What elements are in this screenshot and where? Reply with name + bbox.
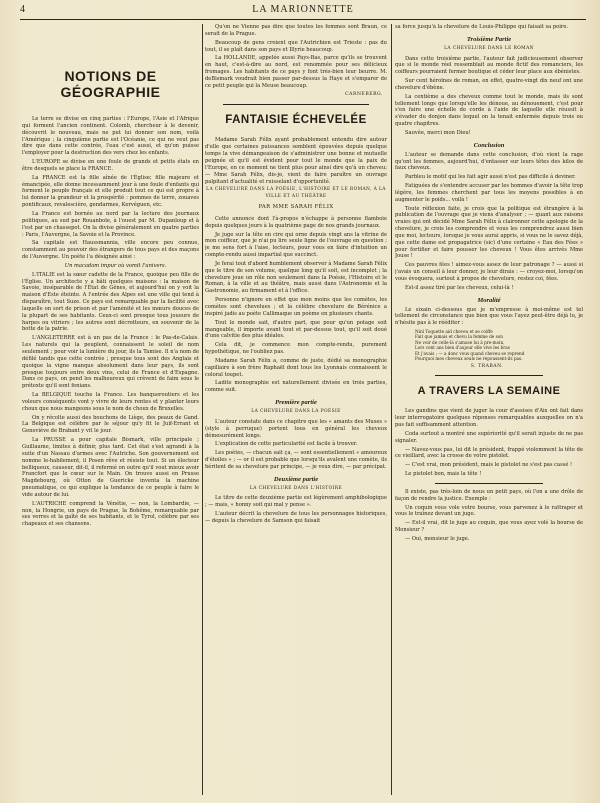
paragraph: Beaucoup de gens croient que l'Autrichien est Trieste : pas du tout, il se plaît dans son pays et Illyrie beaucoup.: [205, 39, 387, 53]
article-heading-fantaisie: FANTAISIE ÉCHEVELÉE: [225, 114, 367, 127]
paragraph: Madame Sarah Félix a, comme de juste, dédié sa monographie capillaire à son frère Raphaël dont tous les Lyonnais connaissent le coloral toupet.: [205, 357, 387, 378]
section-rule: [435, 375, 543, 376]
paragraph: Sauvée, merci mon Dieu!: [405, 129, 471, 136]
paragraph: On y récolte aussi des bouchons de Liège, des peaux de Gand. La Belgique est célèbre par le séjour qu'y fit le Juif-Errant et Geneviève de Brabant y vit le jour.: [22, 414, 199, 435]
paragraph: Coda surtout a montré une supériorité qu'il serait injuste de ne pas signaler.: [395, 430, 583, 444]
verse-line: Pourquoi mes cheveux seuls ne repoussent-ils pas.: [415, 356, 523, 362]
column-divider: [391, 24, 392, 795]
paragraph: Les poètes, — chacun sait ça, — sont essentiellement « amoureux d'étoiles » ; — or il est probable que lorsqu'ils avalent une comète, ils héritent de sa chevelure par principe, — je veux dire, — par précipat.: [205, 450, 387, 470]
paragraph: Sur cent héroïnes de roman, en effet, quatre-vingt dix neuf ont une chevelure d'ébène.: [395, 78, 583, 91]
signature-carneberg: CARNEBERG.: [345, 91, 383, 97]
paragraph: Parbleu le motif qui les fait agir aussi n'est pas difficile à deviner.: [405, 174, 576, 181]
paragraph: La FRANCE est la fille aînée de l'Église; fille majeure et émancipée, elle donne incessamment jour à une foule d'enfants qui forment le peuple français et elle produit tout ce qui est propre à lui donner la grandeur et la prospérité : pommes de terre, zouaves pontificaux, revalescière, gendarmes, Kervéguen, etc.: [22, 174, 199, 209]
quote: Un macadam impur où vomit l'univers.: [64, 262, 167, 269]
part3-title: Troisième Partie: [466, 35, 512, 43]
part2-title: Deuxième partie: [273, 475, 319, 483]
book-title: LA CHEVELURE DANS LA POÉSIE, L'HISTOIRE ET LE ROMAN, À LA VILLE ET AU THÉÂTRE: [206, 187, 386, 200]
paragraph: L'ANGLETERRE est à un pas de la France : le Pas-de-Calais. Les naturels qui la peuplent, connaissent le soleil de nom seulement ; pour voir la lumière du jour, ils la Tamise. Il n'a nom de défilé tandis que cette contrée ; presque tous sont des Anglais et quoique la vigne manque absolument dans leur pays, ils sont presque toujours entre deux vins, celui de France et d'Espagne. Dans ce pays, on pend les malheureux qui crèvent de faim sous le prétexte qu'il sont fenians.: [22, 335, 199, 390]
byline: PAR MME SARAH FÉLIX: [258, 204, 334, 211]
verse-line: Ninl Toquette aid cheveu et se coiffe: [415, 329, 493, 335]
paragraph: L'auteur constate dans ce chapitre que les « amants des Muses » (style à perruque) portent tous en général les cheveux démesurément longs.: [205, 418, 387, 439]
signature-traban: S. TRABAN.: [470, 363, 504, 369]
part2-subtitle: LA CHEVELURE DANS L'HISTOIRE: [249, 485, 343, 491]
part3-subtitle: LA CHEVELURE DANS LE ROMAN: [444, 45, 534, 51]
article-heading-semaine: A TRAVERS LA SEMAINE: [417, 385, 561, 398]
paragraph: L'ITALIE est la sœur cadette de la France, quoique peu fille de l'Église. Un architecte y a bâti quelques maisons : la maison de Savoie, inséparable de l'État de Gênes, et aujourd'hui on y voit la maison d'Este éteinte. A l'entrée des Alpes est une ville qui tend à disparaître, tout Suze. Ce pays est remarquable par la facilité avec laquelle on sort de prison et par l'aménité et les mœurs douces de la plupart de ses habitants. Ceux-ci sont presque tous joueurs de harpes ou vitriers ; les autres sont décrotteurs, en souvenir de la botte de la patrie.: [22, 271, 199, 333]
verse-line: Et j'avais ; — a donc vous quand cheveu se reprend: [415, 350, 525, 356]
paragraph: Tout le monde sait, d'autre part, que pour qu'un potage soit mangeable, il importe avant tout et par-dessus tout, qu'il soit doué d'une calvitie des plus idéales.: [205, 319, 387, 340]
verse-line: Lors cent ans bien d'aujour elle vive les bras: [415, 345, 510, 351]
paragraph: La PRUSSE a pour capitale Bismark, ville principale ; Guillaume, limites à définir, plus tard. Cet état s'est agrandi à la suite d'un Nassau d'armes avec l'Autriche. Son gouvernement est nomme le-habilement, il Posen rêve et résiste tout. Si un électeur belliqueux, causeur, dit-il, il refermé on outre qu'il vout mieux avoir Francfort que le cœur sur le Main. On trouve aussi en Prusse Magdebourg, où Otton de Guericke inventa la machine pneumatique, ce qui explique la tendance de ce peuple à faire le vide autour de lui.: [22, 437, 199, 498]
paragraph: L'explication de cette particularité est facile à trouver.: [215, 441, 358, 448]
section-rule: [435, 483, 543, 484]
verse-line: Ne voir de celle-là s'amuse lui à pre-moin,: [415, 339, 505, 345]
paragraph: Le pistolet bon, mais la tête !: [405, 471, 482, 478]
page-number: 4: [20, 4, 26, 15]
paragraph: Ladite monographie est naturellement divisée en trois parties, comme suit.: [205, 380, 387, 394]
paragraph: Fatiguées de s'entendre accuser par les hommes d'avoir la tête trop légère, les femmes cherchent par tous les moyens possibles à en augmenter le poids... voilà !: [395, 183, 583, 203]
paragraph: Les gandins que vient de juger la cour d'assises d'Aix ont fait dans leur interrogatoire quelques réponses remarquables auxquelles on n'a pas fait suffisamment attention.: [395, 408, 583, 429]
paragraph: La France est bornée au nord par la lecture des journaux politiques, au sud par Rouanbole, à l'ouest par M. Dupanloup et à l'est par un chassepot. On la divise généralement en quatre parties : Paris, l'Auvergne, la Savoie et la Province.: [22, 210, 199, 238]
part1-title: Première partie: [275, 399, 317, 407]
column-divider: [202, 24, 203, 795]
paragraph: L'EUROPE se divise en une foule de grands et petits états en être desquels se place la FRANCE.: [22, 159, 199, 172]
paragraph: Qu'on ne Vienne pas dire que toutes les femmes sont Braun, ce serait de la Prague.: [205, 24, 387, 37]
paragraph: Je ferai tout d'abord humblement observer à Madame Sarah Félix que le titre de son volume, quelque long qu'il soit, est incomplet ; la chevelure joue un rôle non seulement dans la Poésie, l'Histoire et le Roman, à la ville et au théâtre, mais aussi dans l'Astronomie et la Gastronomie, au firmament et à l'office.: [205, 260, 387, 295]
paragraph: Personne n'ignore en effet que mon moins que les comètes, les comètes sont chevelues ; et la célèbre chevelure de Bérénice a inspiré jadis au poète Callimaque un poème en plusieurs chants.: [205, 297, 387, 317]
paragraph: Madame Sarah Félix ayant probablement entendu dire autour d'elle que certaines puissances semblent épouvées depuis quelque temps la vive démangeaison de s'administrer une bonne et mutuelle peignée et qu'il est évident pour tout le monde que la paix de l'Europe, en ce moment ne tient plus pour ainsi dire qu'à un cheveu; — Mme Sarah Félix, dis-je, vient de faire paraître un ouvrage palpitant d'actualité et ruisselant d'opportunité.: [205, 137, 387, 185]
masthead-title: LA MARIONNETTE: [252, 4, 354, 15]
paragraph: sa force jusqu'à la chevelure de Louis-Philippe qui faisait sa poire.: [395, 24, 569, 30]
paragraph: Le terre se divise en cinq parties : l'Europe, l'Asie et l'Afrique qui forment l'ancien continent. Colomb, chercheur à le devenir, découvrit le nouveau, mais ne put lui donner son nom, voilà l'Amérique ; la cinquième partie est l'Océanie, ce qui ne veut pas dire que dans cette contrée, l'eau c'est aussi, et qu'on puisse l'employer pour la destruction des vers chez les enfants.: [22, 116, 199, 157]
paragraph: — Est-il vrai, dit le juge au coquin, que vous ayez volé la bourse de Monsieur ?: [395, 520, 583, 534]
column-3: [395, 24, 583, 797]
paragraph: Je juge sur la tête en cire qui orne depuis vingt ans la vitrine de mon coiffeur, que je n'ai pu lire seule ligne de l'ouvrage en question ; je me sens fort à l'aise, lecteurs, pour vous en faire d'intuition un compte-rendu aussi impartial que succinct.: [205, 231, 387, 259]
paragraph: Dans cette troisième partie, l'auteur fait judicieusement observer que si le monde réel ressemblait au monde fictif des romanciers, les coiffeurs pourraient fermer boutique et céder leur place aux ébénistes.: [395, 55, 583, 76]
paragraph: Toute réflexion faite, je crois que la politique est étrangère à la publication de l'ouvrage que je viens d'analyser ; — quant aux raisons vraies qui ont décidé Mme Sarah Félix à claironner cette apologie de la chevelure, je crois les comprendre et vous les comprendrez aussi bien que moi, lecteurs, lorsque je vous aurai appris, si vous ne le savez déjà, que cette dame est propagatrice (sic) d'une certaine « Eau des Fées » pour fortifier et faire pousser les cheveux ! Vous êtes arrivés Mme Jouse !: [395, 205, 583, 260]
paragraph: L'auteur décrit la chevelure de tous les personnages historiques, — depuis la chevelure de Samson qui faisait: [205, 511, 387, 524]
paragraph: La centième a des cheveux comme tout le monde, mais ils sont tellement longs que lorsqu'elle les dénoue, au dénouement, c'est pour s'en faire une échelle de corde à l'aide de laquelle elle réussit à s'évader du donjon dans lequel on la tenait enfermée depuis trois ou quatre chapitres.: [395, 93, 583, 128]
paragraph: Cette annonce dont l'à-propos n'échappe à personne flamboie depuis quelques jours à la quatrième page de nos grands journaux.: [205, 215, 387, 229]
section-rule: [223, 104, 369, 105]
paragraph: Il existe, pas très-loin de nous un petit pays, où l'on a une drôle de façon de rendre la justice. Exemple :: [395, 488, 583, 502]
paragraph: Un coquin vous vole votre bourse, vous parvenez à le rattraper et vous le traînez devant un juge.: [395, 504, 583, 518]
paragraph: La HOLLANDE, appelée aussi Pays-Bas, parce qu'ils se trouvent en haut, c'est-à-dire au nord, est renommée pour ses délicieux fromages. Les habitants de ce pays y font très-bien leur beurre. M. deBismark voudrait bien passer par-dessus la Haye et s'emparer de ce petit peuple qui la Meuse beaucoup.: [205, 55, 387, 89]
paragraph: Est-il assez tiré par les cheveux, celui-là !: [405, 284, 514, 291]
column-1: [22, 24, 199, 797]
paragraph: — C'est vrai, mon président, mais le pistolet ne s'est pas cassé !: [405, 462, 573, 469]
paragraph: Le titre de cette deuxième partie est légèrement amphibologique ; — mais, « honny soit qui mal y pense ».: [205, 495, 387, 509]
paragraph: — Navez-vous pas, lui dit le président, frappé violemment la tête de ce vieillard, avec la crosse de votre pistolet.: [395, 446, 583, 460]
paragraph: Le sixain ci-dessous que je m'empresse à moi-même est tel tellement de circonstance que bien que vous l'ayez peut-être déjà lu, je n'hésite pas à le rééditer :: [395, 306, 583, 327]
paragraph: Ces pauvres fées ! aimez-vous assez de leur patronage ? — aussi si j'avais un conseil à leur donner, je leur dirais : — croyez-moi, lorsqu'on vous évoquera, surtout à propos de chevelure, restez coi, fées.: [395, 262, 583, 282]
paragraph: — Oui, monsieur le juge.: [405, 536, 470, 542]
paragraph: L'auteur se demande dans cette conclusion, d'où vient la rage qu'ont les femmes, aujourd'hui, d'entasser sur leurs têtes des kilos de faux cheveux.: [395, 151, 583, 172]
paragraph: Cela dit, je commence mon compte-rendu, purement hypothétique, ne l'oubliez pas.: [205, 342, 387, 356]
paragraph: Sa capitale est Haussmannia, ville encore peu connue, constamment au pouvoir des étrangers de tous pays et des maçons de l'Auvergne. Un poète l'a désignée ainsi :: [22, 240, 199, 261]
column-2: [205, 24, 387, 797]
paragraph: La BELGIQUE touche la France. Les banqueroutiers et les voleurs conséquents vont y vivre de leurs rentes et y planter leurs choux que nous mangeons sous le nom de choux de Bruxelles.: [22, 392, 199, 412]
moralite-title: Moralité: [477, 296, 501, 304]
paragraph: L'AUTRICHE comprend la Vénétie, — non, la Lombardie, — non, la Hongrie, un pays de Prague, la Bohême, remarquable par ses verres et la gaîté de ses habitants, et le Tyrol, célèbre par ses chapeaux et ses chansons.: [22, 500, 199, 528]
part1-subtitle: LA CHEVELURE DANS LA POÉSIE: [251, 408, 341, 414]
masthead: [20, 4, 586, 18]
conclusion-title: Conclusion: [473, 141, 505, 149]
masthead-rule: [20, 19, 586, 20]
verse-sixain: [415, 329, 583, 361]
article-heading-geographie: NOTIONS DE GÉOGRAPHIE: [60, 68, 161, 100]
verse-line: Fait que jamais et chevu la femme de son: [415, 334, 503, 340]
